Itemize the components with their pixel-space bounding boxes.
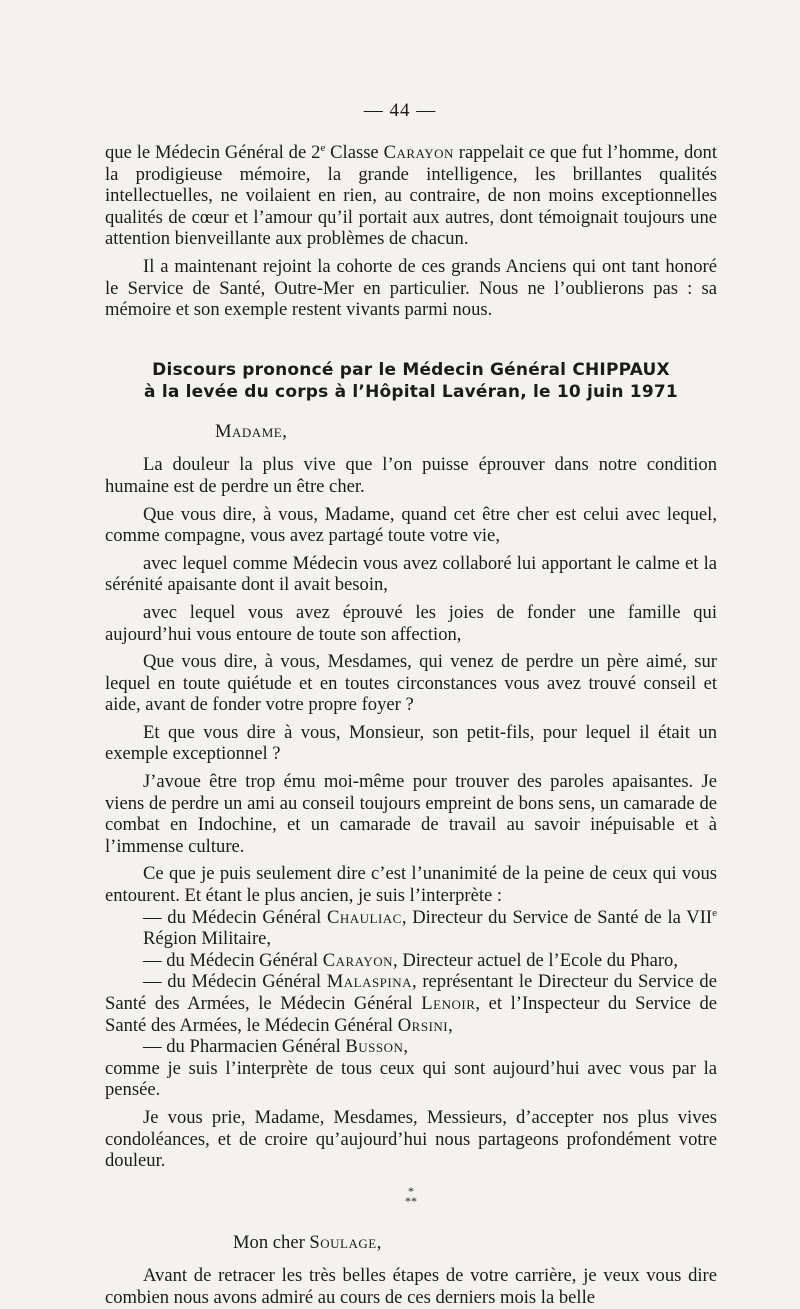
text-run: , représentant le Directeur du Service de Santé des Armées, le Médecin Général [105, 971, 717, 1014]
text-run: , Directeur du Service de Santé de la VII [401, 906, 713, 928]
text-run: — du Médecin Général [143, 971, 327, 993]
paragraph: Que vous dire, à vous, Mesdames, qui venez de perdre un père aimé, sur lequel en toute quiétude et en toutes circonstances vous avez trouvé conseil et aide, avant de fonder votre propre foyer ? [105, 651, 717, 716]
star-bottom: ** [405, 1193, 417, 1208]
person-name: Soulage [309, 1231, 377, 1253]
person-name: Carayon [322, 949, 394, 971]
superscript: e [712, 906, 717, 919]
person-name: Busson [345, 1036, 404, 1058]
text-run: , [403, 1036, 409, 1058]
paragraph: Que vous dire, à vous, Madame, quand cet être cher est celui avec lequel, comme compagne, vous avez partagé toute votre vie, [105, 503, 717, 547]
paragraph: comme je suis l’interprète de tous ceux qui sont aujourd’hui avec vous par la pensée. [105, 1057, 717, 1101]
text-run: que le Médecin Général de 2 [105, 142, 321, 163]
section-heading-line1: Discours prononcé par le Médecin Général CHIPPAUX [152, 359, 670, 380]
body-text [105, 142, 717, 1309]
text-run: — du Médecin Général [143, 949, 323, 971]
text-run: — du Pharmacien Général [143, 1036, 346, 1058]
paragraph: avec lequel vous avez éprouvé les joies de fonder une famille qui aujourd’hui vous entoure de toute son affection, [105, 601, 717, 645]
person-name: Malaspina [326, 971, 413, 993]
text-run: Classe [325, 142, 384, 163]
text-run: Mon cher [233, 1231, 310, 1253]
paragraph: Je vous prie, Madame, Mesdames, Messieurs, d’accepter nos plus vives condoléances, et de croire qu’aujourd’hui nous partageons profondément votre douleur. [105, 1106, 717, 1172]
page-number: — 44 — [363, 100, 437, 121]
paragraph: Il a maintenant rejoint la cohorte de ces grands Anciens qui ont tant honoré le Service de Santé, Outre-Mer en particulier. Nous ne l’oublierons pas : sa mémoire et son exemple restent vivants parmi nous. [105, 255, 717, 321]
list-item [105, 950, 717, 972]
text-run: — du Médecin Général [143, 906, 327, 928]
list-item [105, 1036, 717, 1058]
paragraph: Avant de retracer les très belles étapes de votre carrière, je veux vous dire combien nous avons admiré au cours de ces derniers mois la belle [105, 1265, 717, 1308]
text-run: , Directeur actuel de l’Ecole du Pharo, [393, 949, 678, 971]
section-heading-line2: à la levée du corps à l’Hôpital Lavéran, le 10 juin 1971 [144, 381, 678, 402]
person-name: Lenoir [421, 993, 476, 1014]
paragraph: J’avoue être trop ému moi-même pour trouver des paroles apaisantes. Je viens de perdre un ami au conseil toujours empreint de bons sens, un camarade de combat en Indochine, et un camarade de travail au savoir inépuisable et à l’immense culture. [105, 771, 717, 857]
text-run: rappelait ce que fut l’homme, dont la prodigieuse mémoire, la grande intelligence, les brillantes qualités intellectuelles, ne voilaient en rien, au contraire, de non moins exceptionnelles qualités de cœur et l’amour qu’il portait aux autres, dont témoignait toujours une attention bienveillante aux problèmes de chacun. [105, 142, 718, 250]
superscript: e [320, 141, 326, 154]
text-run: , [376, 1231, 382, 1253]
person-name: Carayon [383, 142, 454, 163]
separator-stars [105, 1183, 717, 1208]
text-run: Région Militaire, [143, 928, 272, 950]
text-run: , et l’Inspecteur du Service de Santé des Armées, le Médecin Général [105, 993, 717, 1036]
paragraph: La douleur la plus vive que l’on puisse éprouver dans notre condition humaine est de perdre un être cher. [105, 454, 717, 497]
paragraph [105, 142, 717, 250]
star-top: * [408, 1183, 414, 1198]
paragraph: Ce que je puis seulement dire c’est l’unanimité de la peine de ceux qui vous entourent. Et étant le plus ancien, je suis l’interprète : [105, 863, 717, 907]
salutation: Madame, [215, 420, 288, 442]
text-run: , [448, 1014, 453, 1036]
paragraph: Et que vous dire à vous, Monsieur, son petit-fils, pour lequel il était un exemple exceptionnel ? [105, 721, 717, 765]
person-name: Chauliac [326, 906, 402, 928]
list-item [105, 907, 717, 950]
list-item [105, 971, 717, 1036]
second-salutation [105, 1232, 717, 1254]
paragraph: avec lequel comme Médecin vous avez collaboré lui apportant le calme et la sérénité apaisante dont il avait besoin, [105, 552, 717, 596]
person-name: Orsini [397, 1014, 449, 1036]
